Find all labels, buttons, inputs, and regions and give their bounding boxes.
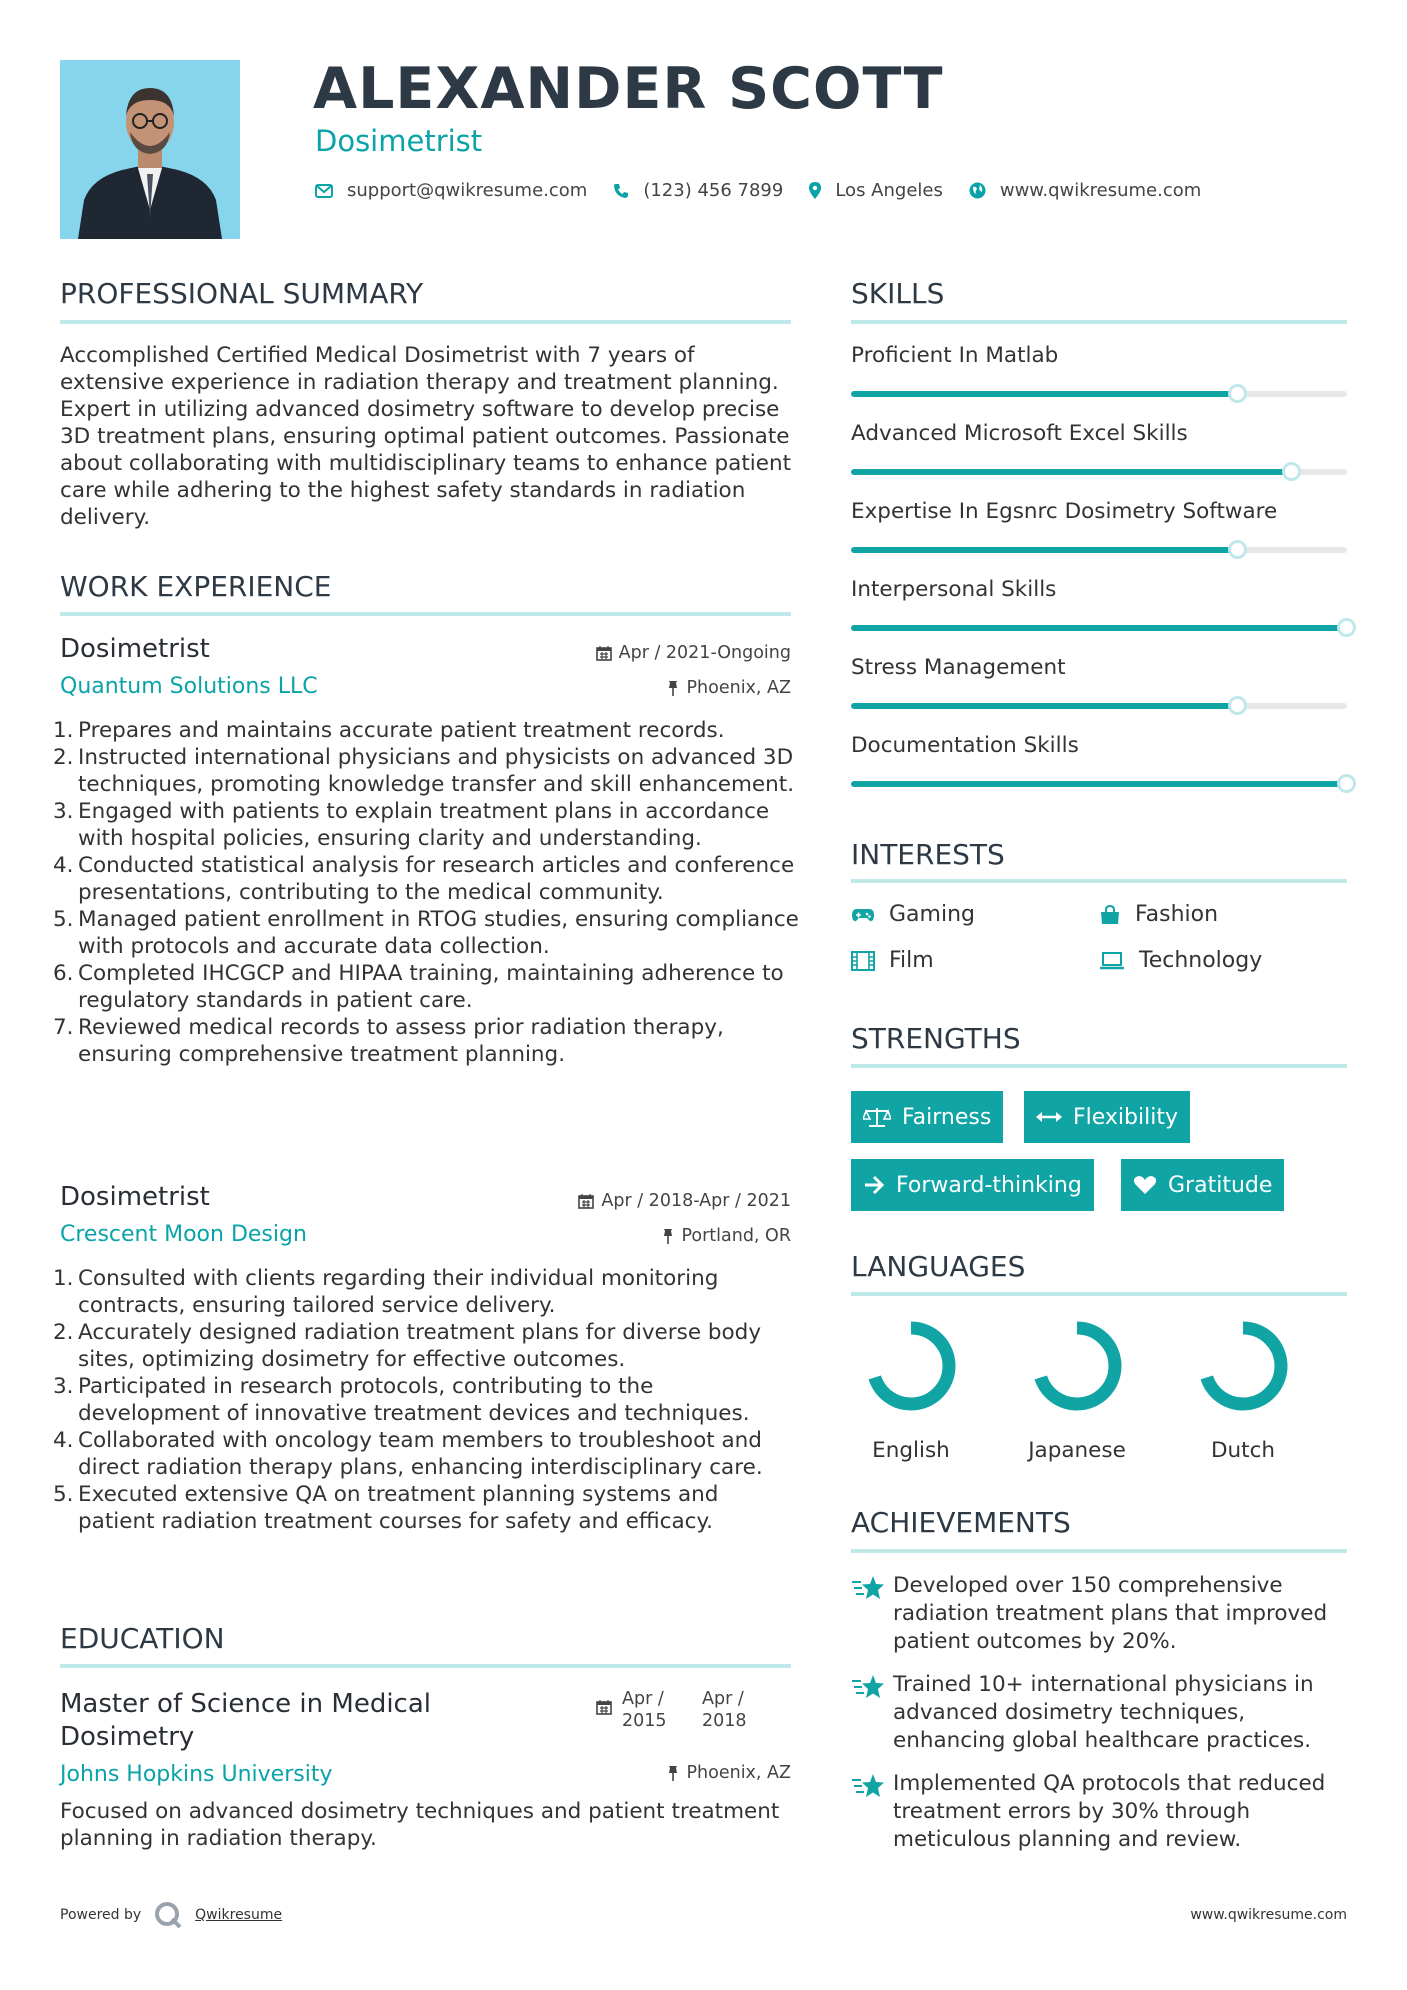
film-icon: [851, 951, 875, 971]
skill-bar-fill: [851, 547, 1238, 553]
strengths-heading: STRENGTHS: [851, 1022, 1021, 1055]
item-text: Instructed international physicians and physicists on advanced 3D techniques, promoting knowledge transfer and skill enhancement.: [78, 745, 795, 797]
job-1-location-text: Phoenix, AZ: [686, 678, 791, 698]
contact-bar: [315, 180, 1227, 201]
interest-fashion: [1099, 902, 1218, 927]
language-item: [1017, 1318, 1137, 1463]
job-2-company: Crescent Moon Design: [60, 1222, 307, 1247]
interests-heading: INTERESTS: [851, 838, 1005, 871]
skill-bar: [851, 781, 1347, 787]
strengths-divider: [851, 1064, 1347, 1068]
item-number: 4.: [53, 1428, 74, 1453]
item-number: 5.: [53, 1482, 74, 1507]
globe-icon: [969, 182, 986, 199]
interest-technology: [1099, 948, 1262, 973]
map-pin-icon: [809, 182, 821, 199]
responsibility-item: [53, 1427, 800, 1481]
contact-website[interactable]: www.qwikresume.com: [999, 180, 1202, 201]
strength-fairness: [851, 1091, 1003, 1143]
education-start-year: 2015: [622, 1711, 667, 1731]
skill-bar-fill: [851, 625, 1347, 631]
skill-bar-knob: [1228, 384, 1247, 403]
skill-bar-fill: [851, 703, 1238, 709]
strength-label: Fairness: [902, 1104, 992, 1130]
language-gauge-arc: [873, 1328, 949, 1404]
language-gauge-arc: [1205, 1328, 1281, 1404]
achievement-text: Developed over 150 comprehensive radiation treatment plans that improved patient outcomes by 20%.: [893, 1573, 1328, 1654]
skill-bar: [851, 469, 1347, 475]
skill-item: [851, 421, 1347, 475]
item-text: Participated in research protocols, contributing to the development of innovative treatment devices and techniques.: [78, 1374, 750, 1426]
shooting-star-icon: [851, 1572, 893, 1656]
achievement-text: Implemented QA protocols that reduced treatment errors by 30% through meticulous planning and review.: [893, 1771, 1326, 1852]
education-degree: Master of Science in Medical Dosimetry: [60, 1689, 432, 1752]
responsibility-item: [53, 744, 800, 798]
achievement-item: [851, 1671, 1341, 1755]
skill-label: Documentation Skills: [851, 733, 1079, 758]
job-1-location: [667, 678, 791, 698]
skill-label: Proficient In Matlab: [851, 343, 1059, 368]
strength-flexibility: [1024, 1091, 1190, 1143]
candidate-name: ALEXANDER SCOTT: [313, 56, 944, 122]
languages-divider: [851, 1292, 1347, 1296]
achievement-item: [851, 1572, 1341, 1656]
strength-forward-thinking: [851, 1159, 1094, 1211]
shopping-bag-icon: [1099, 905, 1121, 925]
skill-bar: [851, 391, 1347, 397]
item-number: 5.: [53, 907, 74, 932]
interest-label: Technology: [1139, 948, 1263, 973]
item-text: Conducted statistical analysis for research articles and conference presentations, contributing to the medical community.: [78, 853, 795, 905]
education-end-date: [702, 1688, 747, 1732]
item-number: 7.: [53, 1015, 74, 1040]
item-text: Engaged with patients to explain treatment plans in accordance with hospital policies, ensuring clarity and understanding.: [78, 799, 770, 851]
item-number: 1.: [53, 718, 74, 743]
skill-label: Advanced Microsoft Excel Skills: [851, 421, 1188, 446]
interest-label: Film: [889, 948, 934, 973]
responsibility-item: [53, 1265, 800, 1319]
skill-bar-fill: [851, 469, 1292, 475]
balance-scale-icon: [863, 1106, 891, 1128]
language-gauge: [1017, 1318, 1137, 1414]
achievement-text: Trained 10+ international physicians in advanced dosimetry techniques, enhancing global healthcare practices.: [893, 1672, 1314, 1753]
language-item: [1183, 1318, 1303, 1463]
skill-bar: [851, 703, 1347, 709]
achievements-divider: [851, 1549, 1347, 1553]
language-label: Japanese: [1028, 1438, 1126, 1463]
responsibility-item: [53, 852, 800, 906]
job-2-location-text: Portland, OR: [681, 1226, 791, 1246]
laptop-icon: [1099, 952, 1125, 970]
skill-item: [851, 499, 1347, 553]
strength-label: Flexibility: [1073, 1104, 1178, 1130]
responsibility-item: [53, 906, 800, 960]
contact-phone[interactable]: (123) 456 7899: [643, 180, 784, 201]
education-location: [667, 1763, 791, 1783]
item-text: Managed patient enrollment in RTOG studies, ensuring compliance with protocols and accurate data collection.: [78, 907, 799, 959]
skill-bar-knob: [1282, 462, 1301, 481]
person-portrait-icon: [60, 60, 240, 239]
item-text: Prepares and maintains accurate patient treatment records.: [78, 718, 725, 743]
item-number: 2.: [53, 1320, 74, 1345]
skill-bar: [851, 547, 1347, 553]
education-start-month: Apr /: [622, 1689, 664, 1709]
skill-item: [851, 343, 1347, 397]
skills-heading: SKILLS: [851, 277, 945, 310]
interest-label: Gaming: [889, 902, 975, 927]
interests-divider: [851, 879, 1347, 883]
interest-gaming: [851, 902, 975, 927]
contact-email[interactable]: support@qwikresume.com: [347, 180, 588, 201]
achievement-item: [851, 1770, 1341, 1854]
responsibility-item: [53, 1481, 800, 1535]
qwikresume-logo-icon: [153, 1900, 185, 1930]
job-1-responsibilities: [53, 717, 800, 1068]
interest-film: [851, 948, 934, 973]
responsibility-item: [53, 798, 800, 852]
qwikresume-link[interactable]: Qwikresume: [195, 1907, 283, 1923]
language-gauge: [1183, 1318, 1303, 1414]
candidate-title: Dosimetrist: [315, 124, 483, 158]
skill-bar-fill: [851, 781, 1347, 787]
skill-item: [851, 655, 1347, 709]
achievements-heading: ACHIEVEMENTS: [851, 1506, 1071, 1539]
job-1-dates-text: Apr / 2021-Ongoing: [618, 643, 791, 663]
strength-label: Gratitude: [1168, 1172, 1273, 1198]
job-1-title: Dosimetrist: [60, 634, 210, 664]
item-number: 3.: [53, 799, 74, 824]
shooting-star-icon: [851, 1770, 893, 1854]
phone-icon: [613, 183, 629, 199]
language-label: English: [872, 1438, 950, 1463]
item-text: Consulted with clients regarding their individual monitoring contracts, ensuring tailored service delivery.: [78, 1266, 719, 1318]
skill-item: [851, 577, 1347, 631]
skill-bar-knob: [1337, 774, 1356, 793]
language-item: [851, 1318, 971, 1463]
job-2-responsibilities: [53, 1265, 800, 1535]
experience-heading: WORK EXPERIENCE: [60, 570, 332, 603]
responsibility-item: [53, 717, 800, 744]
envelope-icon: [315, 184, 333, 198]
item-number: 3.: [53, 1374, 74, 1399]
powered-by-label: Powered by: [60, 1907, 142, 1923]
item-number: 6.: [53, 961, 74, 986]
skill-item: [851, 733, 1347, 787]
education-start-date: [622, 1688, 667, 1732]
experience-divider: [60, 612, 791, 616]
gamepad-icon: [851, 907, 875, 923]
job-2-dates-text: Apr / 2018-Apr / 2021: [601, 1191, 791, 1211]
strength-gratitude: [1121, 1159, 1284, 1211]
strength-label: Forward-thinking: [896, 1172, 1082, 1198]
item-text: Completed IHCGCP and HIPAA training, maintaining adherence to regulatory standards in patient care.: [78, 961, 784, 1013]
pushpin-icon: [667, 680, 679, 697]
education-description: Focused on advanced dosimetry techniques and patient treatment planning in radiation therapy.: [60, 1799, 780, 1851]
job-1-dates: [596, 643, 791, 663]
skill-label: Interpersonal Skills: [851, 577, 1057, 602]
footer-powered-by: [60, 1900, 282, 1930]
skill-bar-knob: [1228, 540, 1247, 559]
arrow-right-icon: [863, 1175, 885, 1195]
job-2-title: Dosimetrist: [60, 1182, 210, 1212]
skill-bar: [851, 625, 1347, 631]
education-location-text: Phoenix, AZ: [686, 1763, 791, 1783]
calendar-icon: [596, 1699, 612, 1719]
languages-heading: LANGUAGES: [851, 1250, 1026, 1283]
skills-divider: [851, 320, 1347, 324]
shooting-star-icon: [851, 1671, 893, 1755]
contact-location: Los Angeles: [835, 180, 943, 201]
responsibility-item: [53, 1373, 800, 1427]
pushpin-icon: [667, 1765, 679, 1782]
language-label: Dutch: [1210, 1438, 1276, 1463]
language-gauge-arc: [1039, 1328, 1115, 1404]
skill-bar-fill: [851, 391, 1238, 397]
item-text: Collaborated with oncology team members to troubleshoot and direct radiation therapy plans, enhancing interdisciplinary care.: [78, 1428, 763, 1480]
skill-bar-knob: [1228, 696, 1247, 715]
responsibility-item: [53, 1014, 800, 1068]
profile-photo: [60, 60, 240, 239]
skill-label: Expertise In Egsnrc Dosimetry Software: [851, 499, 1278, 524]
education-divider: [60, 1664, 791, 1668]
skill-bar-knob: [1337, 618, 1356, 637]
item-number: 1.: [53, 1266, 74, 1291]
education-end-year: 2018: [702, 1711, 747, 1731]
summary-text: Accomplished Certified Medical Dosimetrist with 7 years of extensive experience in radiation therapy and treatment planning. Expert in utilizing advanced dosimetry software to develop precise 3D treatment plans, ensuring optimal patient outcomes. Passionate about collaborating with multidisciplinary teams to enhance patient care while adhering to the highest safety standards in radiation delivery.: [60, 343, 791, 530]
item-text: Executed extensive QA on treatment planning systems and patient radiation treatment courses for safety and efficacy.: [78, 1482, 719, 1534]
footer-website[interactable]: www.qwikresume.com: [1190, 1907, 1347, 1923]
skill-label: Stress Management: [851, 655, 1066, 680]
education-end-month: Apr /: [702, 1689, 744, 1709]
arrows-h-icon: [1036, 1110, 1062, 1124]
heart-icon: [1133, 1175, 1157, 1195]
item-number: 2.: [53, 745, 74, 770]
item-text: Accurately designed radiation treatment plans for diverse body sites, optimizing dosimetry for effective outcomes.: [78, 1320, 762, 1372]
education-school: Johns Hopkins University: [60, 1762, 333, 1787]
language-gauge: [851, 1318, 971, 1414]
summary-heading: PROFESSIONAL SUMMARY: [60, 277, 424, 310]
education-heading: EDUCATION: [60, 1622, 225, 1655]
pushpin-icon: [662, 1228, 674, 1245]
interest-label: Fashion: [1135, 902, 1219, 927]
calendar-icon: [596, 645, 612, 661]
summary-divider: [60, 320, 791, 324]
item-text: Reviewed medical records to assess prior radiation therapy, ensuring comprehensive treatment planning.: [78, 1015, 724, 1067]
job-2-location: [662, 1226, 791, 1246]
item-number: 4.: [53, 853, 74, 878]
job-1-company: Quantum Solutions LLC: [60, 674, 318, 699]
job-2-dates: [578, 1191, 791, 1211]
calendar-icon: [578, 1193, 594, 1209]
responsibility-item: [53, 1319, 800, 1373]
responsibility-item: [53, 960, 800, 1014]
